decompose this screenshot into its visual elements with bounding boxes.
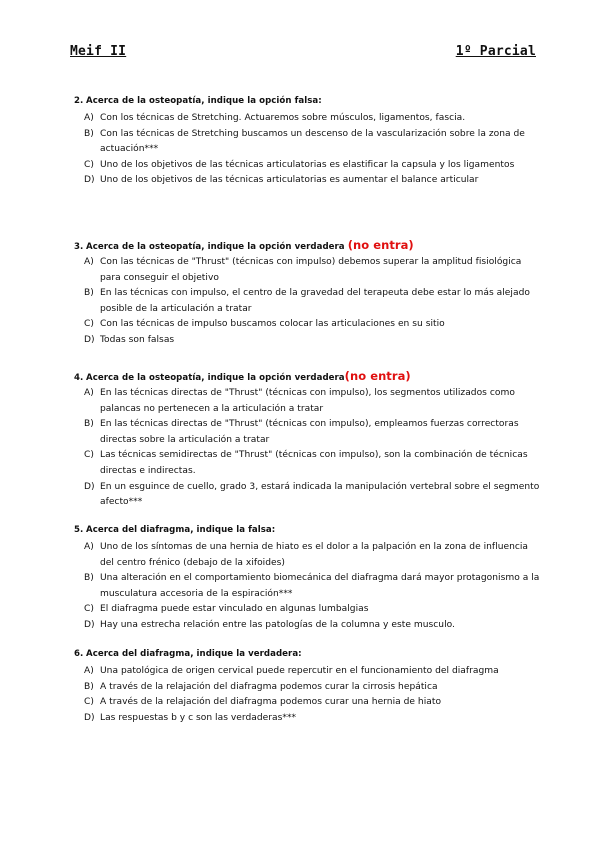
option-item [74, 173, 544, 189]
question-number: 6. [74, 649, 84, 659]
question-text: Acerca de la osteopatía, indique la opción falsa: [86, 96, 322, 106]
option-text: En las técnicas con impulso, el centro de la gravedad del terapeuta debe estar lo más alejado posible de la articulación a tratar [100, 288, 530, 314]
option-item [74, 711, 544, 727]
option-text: Uno de los objetivos de las técnicas articulatorias es aumentar el balance articular [100, 175, 479, 186]
option-list [74, 386, 544, 511]
question-text: Acerca del diafragma, indique la falsa: [86, 525, 276, 535]
option-text: Con las técnicas de "Thrust" (técnicas con impulso) debemos superar la amplitud fisiológica para conseguir el objetivo [100, 257, 522, 283]
option-text: Las técnicas semidirectas de "Thrust" (técnicas con impulso), son la combinación de técnicas directas e indirectas. [100, 450, 528, 476]
option-text: Uno de los objetivos de las técnicas articulatorias es elastificar la capsula y los ligamentos [100, 159, 515, 170]
question-number: 2. [74, 96, 84, 106]
question-text: Acerca de la osteopatía, indique la opción verdadera [86, 242, 345, 252]
no-entra-tag: (no entra) [344, 369, 411, 383]
option-letter: D) [84, 712, 95, 723]
option-text: Todas son falsas [100, 334, 175, 345]
option-item [74, 127, 544, 158]
option-letter: B) [84, 128, 94, 139]
option-text: A través de la relajación del diafragma podemos curar una hernia de hiato [100, 697, 442, 708]
option-letter: C) [84, 450, 94, 461]
option-letter: B) [84, 288, 94, 299]
question-2 [74, 95, 544, 189]
question-number: 4. [74, 373, 84, 383]
option-letter: A) [84, 666, 94, 676]
option-letter: D) [84, 619, 95, 630]
option-letter: A) [84, 257, 94, 267]
option-text: Con las técnicas de Stretching buscamos un descenso de la vascularización sobre la zona de actuación*** [100, 128, 525, 155]
option-item [74, 386, 544, 417]
question-title [74, 370, 544, 384]
question-number: 3. [74, 242, 84, 252]
question-title [74, 648, 544, 662]
option-letter: D) [84, 175, 95, 186]
option-text: Una patológica de origen cervical puede repercutir en el funcionamiento del diafragma [100, 666, 499, 676]
option-letter: D) [84, 334, 95, 345]
question-4 [74, 370, 544, 511]
page-header [70, 44, 536, 64]
option-text: Con los técnicas de Stretching. Actuaremos sobre músculos, ligamentos, fascia. [100, 113, 466, 123]
option-text: En las técnicas directas de "Thrust" (técnicas con impulso), empleamos fuerzas correctoras directas sobre la articulación a tratar [100, 419, 519, 445]
subject-title: Meif II [70, 44, 127, 59]
option-letter: D) [84, 481, 95, 492]
option-item [74, 158, 544, 174]
question-text: Acerca de la osteopatía, indique la opción verdadera [86, 373, 345, 383]
option-item [74, 571, 544, 602]
option-letter: B) [84, 681, 94, 692]
option-item [74, 680, 544, 696]
option-item [74, 602, 544, 618]
option-item [74, 317, 544, 333]
question-title [74, 95, 544, 109]
option-text: En las técnicas directas de "Thrust" (técnicas con impulso), los segmentos utilizados como palancas no pertenecen a la articulación a tratar [100, 388, 515, 414]
option-text: Uno de los síntomas de una hernia de hiato es el dolor a la palpación en la zona de influencia del centro frénico (debajo de la xifoides) [100, 542, 529, 568]
option-list [74, 255, 544, 349]
option-item [74, 286, 544, 317]
option-letter: B) [84, 419, 94, 430]
option-text: En un esguince de cuello, grado 3, estará indicada la manipulación vertebral sobre el segmento afecto*** [100, 481, 540, 508]
option-text: El diafragma puede estar vinculado en algunas lumbalgias [100, 604, 369, 615]
option-item [74, 111, 544, 127]
option-letter: C) [84, 604, 94, 615]
option-text: Hay una estrecha relación entre las patologías de la columna y este musculo. [100, 619, 455, 630]
option-item [74, 480, 544, 511]
question-title [74, 524, 544, 538]
option-item [74, 255, 544, 286]
option-item [74, 618, 544, 634]
option-item [74, 540, 544, 571]
option-letter: C) [84, 697, 94, 708]
question-title [74, 239, 544, 253]
option-letter: A) [84, 542, 94, 552]
option-letter: C) [84, 159, 94, 170]
option-item [74, 695, 544, 711]
option-text: Una alteración en el comportamiento biomecánica del diafragma dará mayor protagonismo a la musculatura accesoria de la espiración*** [100, 573, 540, 599]
option-letter: A) [84, 113, 94, 123]
question-5 [74, 524, 544, 634]
option-letter: B) [84, 573, 94, 584]
option-item [74, 417, 544, 448]
option-text: A través de la relajación del diafragma podemos curar la cirrosis hepática [100, 681, 438, 692]
no-entra-tag: (no entra) [347, 238, 414, 252]
option-text: Con las técnicas de impulso buscamos colocar las articulaciones en su sitio [100, 319, 445, 330]
option-list [74, 111, 544, 189]
option-list [74, 664, 544, 726]
question-3 [74, 239, 544, 349]
option-item [74, 448, 544, 479]
exam-title: 1º Parcial [455, 44, 536, 59]
option-item [74, 333, 544, 349]
question-6 [74, 648, 544, 726]
question-text: Acerca del diafragma, indique la verdadera: [86, 649, 302, 659]
option-text: Las respuestas b y c son las verdaderas*** [100, 712, 297, 723]
option-item [74, 664, 544, 680]
option-letter: A) [84, 388, 94, 398]
option-list [74, 540, 544, 634]
option-letter: C) [84, 319, 94, 330]
question-number: 5. [74, 525, 84, 535]
